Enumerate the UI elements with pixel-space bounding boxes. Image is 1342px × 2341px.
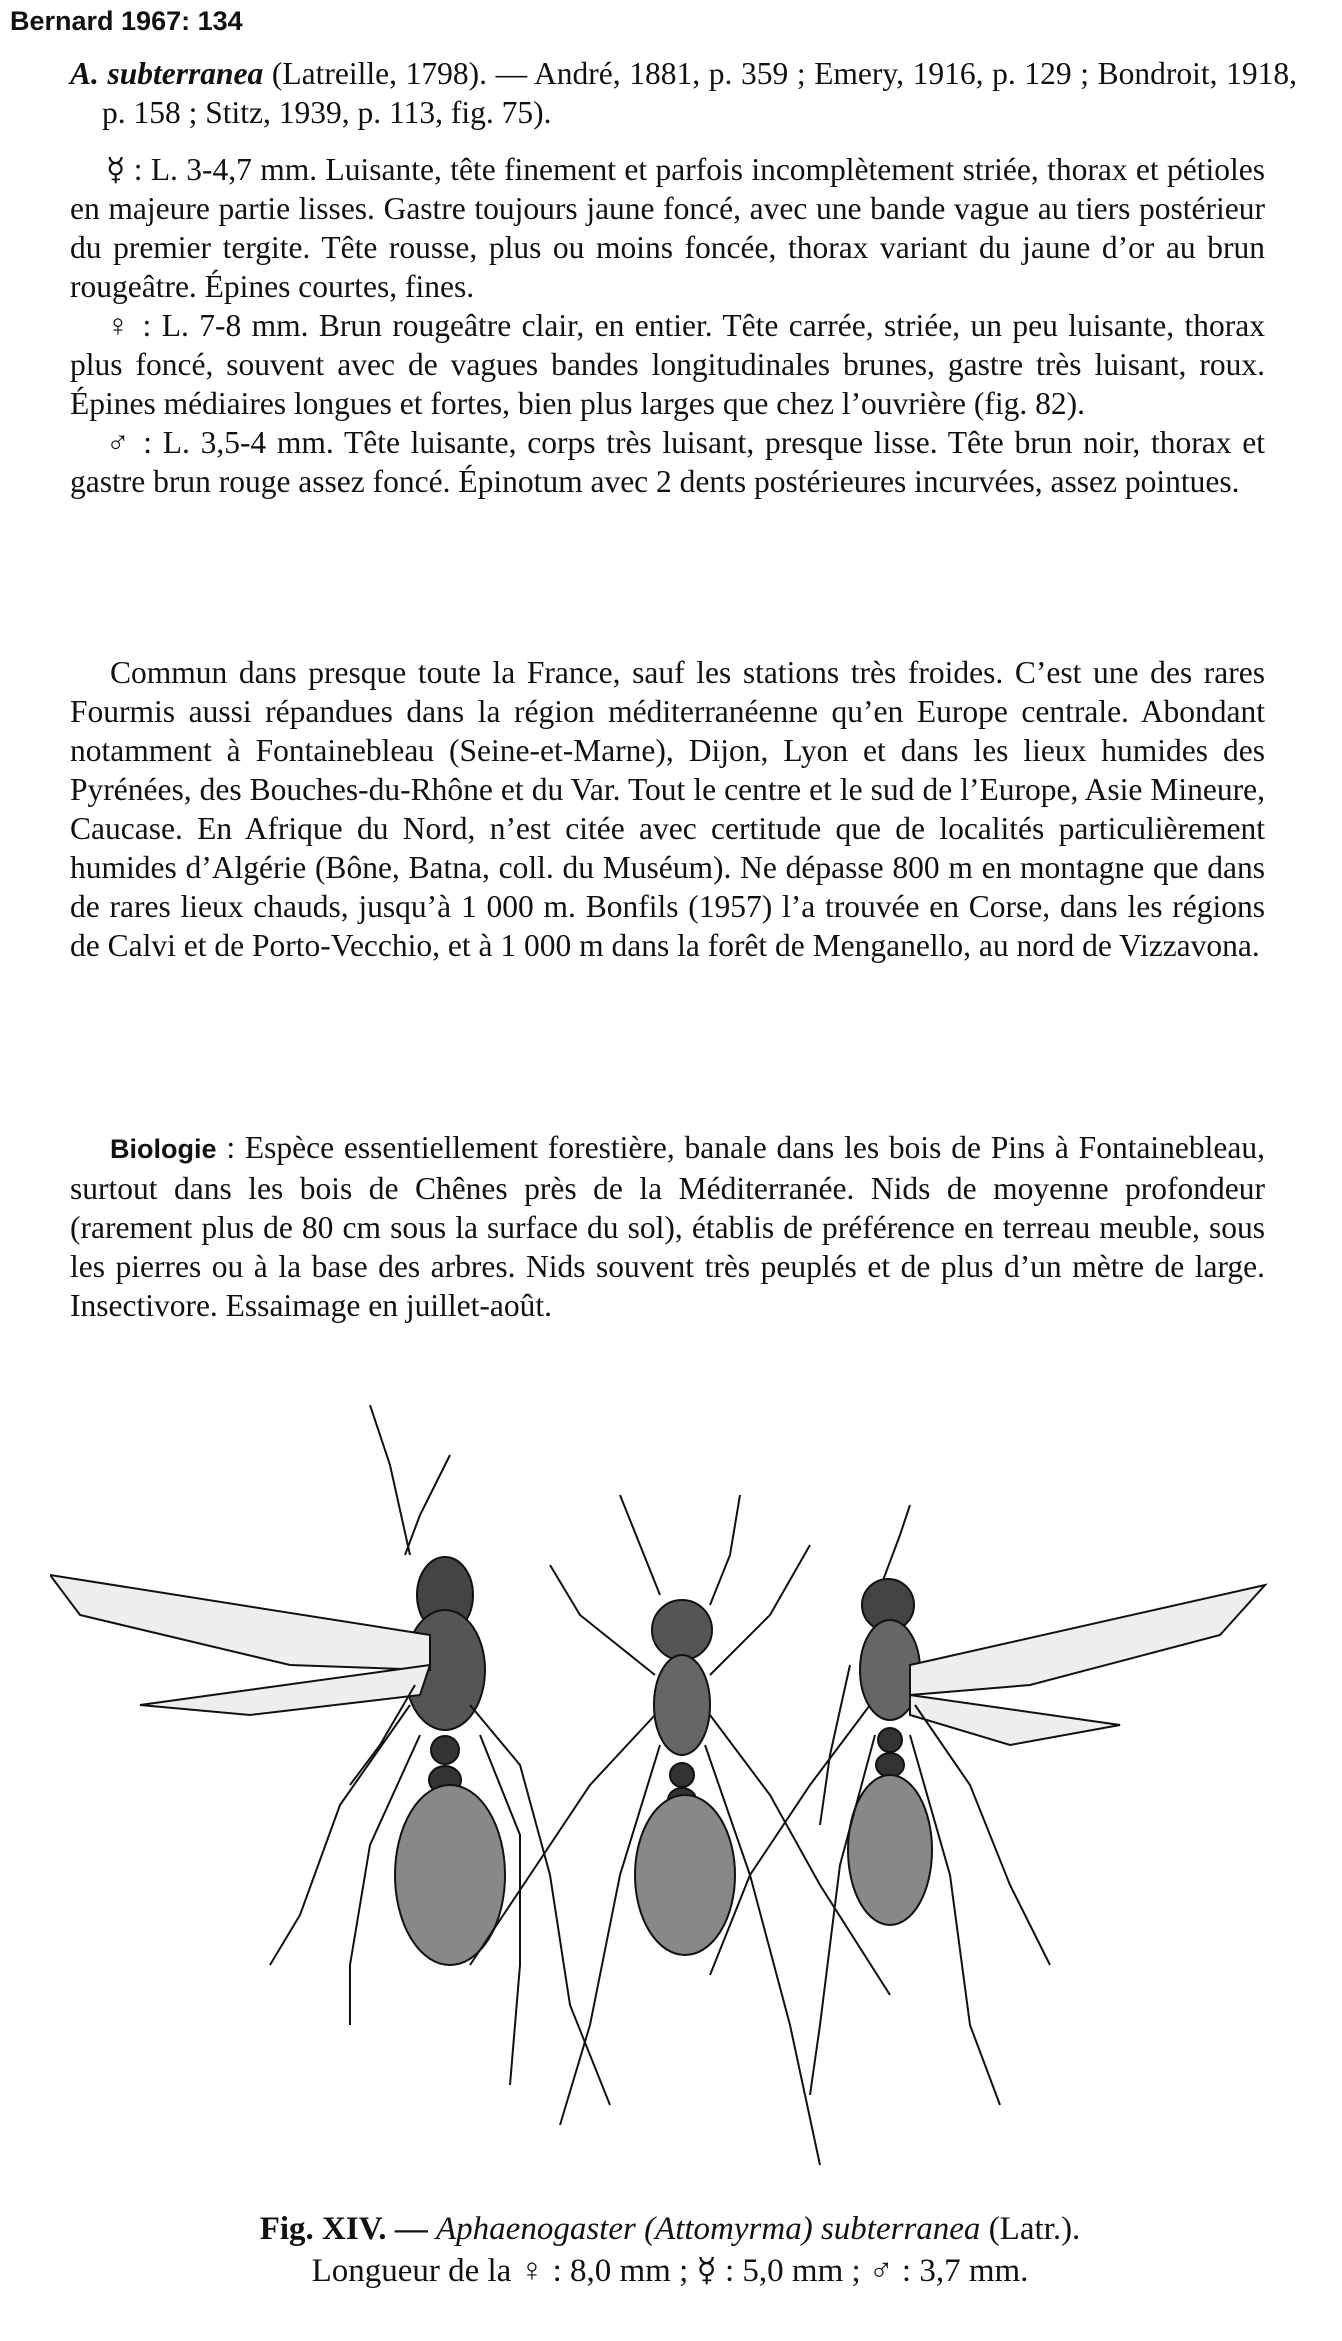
species-name: subterranea (107, 56, 264, 91)
queen-description: ♀ : L. 7-8 mm. Brun rougeâtre clair, en entier. Tête carrée, striée, un peu luisante, thorax plus foncé, souvent avec de vagues bandes longitudinales brunes, gastre très luisant, roux. Épines médiaires longues et fortes, bien plus larges que chez l’ouvrière (fig. 82). (70, 308, 1265, 421)
figure-label: Fig. XIV. — (259, 2211, 428, 2247)
figure-lengths: Longueur de la ♀ : 8,0 mm ; ☿ : 5,0 mm ; ♂ : 3,7 mm. (311, 2253, 1029, 2289)
biology-label: Biologie (110, 1134, 217, 1164)
ant-illustration (50, 1405, 1300, 2195)
biology-section (70, 1128, 1265, 1325)
worker-description: ☿ : L. 3-4,7 mm. Luisante, tête finement et parfois incomplètement striée, thorax et pétioles en majeure partie lisses. Gastre toujours jaune foncé, avec une bande vague au tiers postérieur du premier tergite. Tête rousse, plus ou moins foncée, thorax variant du jaune d’or au brun rougeâtre. Épines courtes, fines. (70, 152, 1265, 304)
figure-caption (60, 2208, 1280, 2292)
winged-ant-male-drawing-icon (710, 1505, 1265, 2105)
reference-citations: (Latreille, 1798). — André, 1881, p. 359 ; Emery, 1916, p. 129 ; Bondroit, 1918, p. 158 ; Stitz, 1939, p. 113, fig. 75). (102, 56, 1297, 130)
figure-author: (Latr.). (988, 2211, 1081, 2247)
page-header: Bernard 1967: 134 (10, 6, 243, 36)
caste-descriptions (70, 150, 1265, 501)
genus-abbreviation: A. (70, 56, 99, 91)
worker-ant-drawing-icon (470, 1495, 890, 2165)
winged-ant-queen-drawing-icon (50, 1405, 610, 2105)
male-description: ♂ : L. 3,5-4 mm. Tête luisante, corps très luisant, presque lisse. Tête brun noir, thorax et gastre brun rouge assez foncé. Épinotum avec 2 dents postérieures incurvées, assez pointues. (70, 425, 1265, 499)
distribution-text: Commun dans presque toute la France, sauf les stations très froides. C’est une des rares Fourmis aussi répandues dans la région méditerranéenne qu’en Europe centrale. Abondant notamment à Fontainebleau (Seine-et-Marne), Dijon, Lyon et dans les lieux humides des Pyrénées, des Bouches-du-Rhône et du Var. Tout le centre et le sud de l’Europe, Asie Mineure, Caucase. En Afrique du Nord, n’est citée avec certitude que de localités particulièrement humides d’Algérie (Bône, Batna, coll. du Muséum). Ne dépasse 800 m en montagne que dans de rares lieux chauds, jusqu’à 1 000 m. Bonfils (1957) l’a trouvée en Corse, dans les régions de Calvi et de Porto-Vecchio, et à 1 000 m dans la forêt de Menganello, au nord de Vizzavona. (70, 655, 1265, 963)
figure-species: Aphaenogaster (Attomyrma) subterranea (436, 2211, 981, 2247)
ant-illustration-figure (50, 1405, 1300, 2195)
distribution-section (70, 653, 1265, 965)
species-reference (70, 54, 1297, 132)
biology-text: : Espèce essentiellement forestière, banale dans les bois de Pins à Fontainebleau, surtout dans les bois de Chênes près de la Méditerranée. Nids de moyenne profondeur (rarement plus de 80 cm sous la surface du sol), établis de préférence en terreau meuble, sous les pierres ou à la base des arbres. Nids souvent très peuplés et de plus d’un mètre de large. Insectivore. Essaimage en juillet-août. (70, 1130, 1266, 1323)
